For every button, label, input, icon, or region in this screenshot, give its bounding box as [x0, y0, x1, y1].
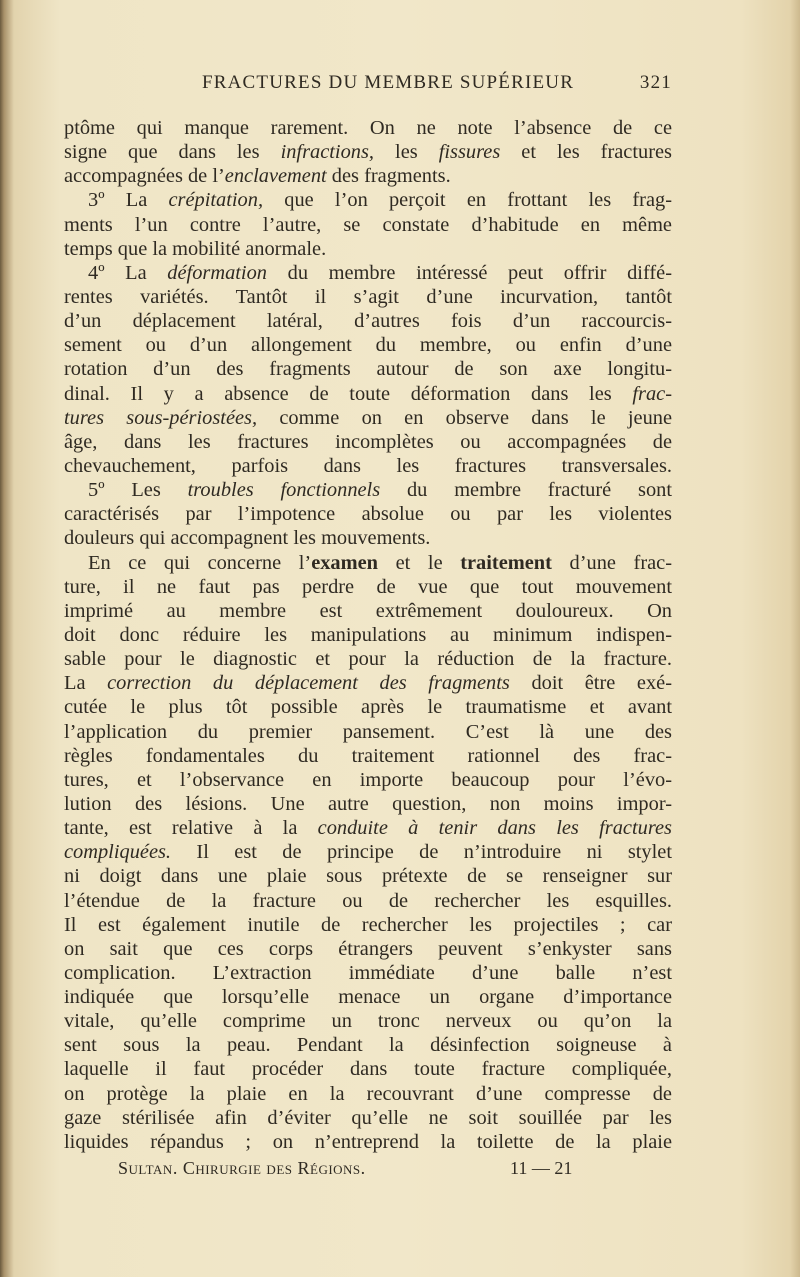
text-line: La correction du déplacement des fragments doit être exé-	[64, 672, 672, 695]
text-line: imprimé au membre est extrêmement douloureux. On	[64, 599, 672, 622]
text-line: sent sous la peau. Pendant la désinfection soigneuse à	[64, 1034, 672, 1057]
text-line: liquides répandus ; on n’entreprend la toilette de la plaie	[64, 1130, 672, 1153]
page-number: 321	[639, 72, 672, 93]
text-line: laquelle il faut procéder dans toute fracture compliquée,	[64, 1058, 672, 1081]
text-line: tante, est relative à la conduite à tenir dans les fractures	[64, 817, 672, 840]
text-line: l’étendue de la fracture ou de rechercher les esquilles.	[64, 889, 672, 912]
text-line: ments l’un contre l’autre, se constate d’habitude en même	[64, 213, 672, 236]
text-line: lution des lésions. Une autre question, non moins impor-	[64, 792, 672, 815]
text-line: Il est également inutile de rechercher les projectiles ; car	[64, 913, 672, 936]
text-line: En ce qui concerne l’examen et le traitement d’une frac-	[88, 551, 672, 574]
running-title: FRACTURES DU MEMBRE SUPÉRIEUR	[202, 72, 575, 93]
text-line: 3º La crépitation, que l’on perçoit en frottant les frag-	[88, 189, 672, 212]
text-line: ture, il ne faut pas perdre de vue que tout mouvement	[64, 575, 672, 598]
text-line: 5º Les troubles fonctionnels du membre fracturé sont	[88, 479, 672, 502]
body-text	[64, 116, 672, 1154]
text-line: complication. L’extraction immédiate d’une balle n’est	[64, 961, 672, 984]
text-line: 4º La déformation du membre intéressé peut offrir diffé-	[88, 261, 672, 284]
text-line: dinal. Il y a absence de toute déformation dans les frac-	[64, 382, 672, 405]
text-line: sable pour le diagnostic et pour la réduction de la fracture.	[64, 648, 672, 671]
text-line: d’un déplacement latéral, d’autres fois d’un raccourcis-	[64, 310, 672, 333]
text-line: rentes variétés. Tantôt il s’agit d’une incurvation, tantôt	[64, 285, 672, 308]
text-line: compliquées. Il est de principe de n’introduire ni stylet	[64, 841, 672, 864]
text-line: âge, dans les fractures incomplètes ou accompagnées de	[64, 430, 672, 453]
running-header	[64, 72, 672, 100]
signature-line: Sultan. Chirurgie des Régions.	[118, 1158, 366, 1178]
page-footer	[118, 1158, 618, 1184]
text-line: rotation d’un des fragments autour de son axe longitu-	[64, 358, 672, 381]
text-line: doit donc réduire les manipulations au minimum indispen-	[64, 623, 672, 646]
text-line: on protège la plaie en la recouvrant d’une compresse de	[64, 1082, 672, 1105]
text-line: règles fondamentales du traitement rationnel des frac-	[64, 744, 672, 767]
text-line: on sait que ces corps étrangers peuvent s’enkyster sans	[64, 937, 672, 960]
text-line: cutée le plus tôt possible après le traumatisme et avant	[64, 696, 672, 719]
text-line: caractérisés par l’impotence absolue ou par les violentes	[64, 503, 672, 526]
text-line: ni doigt dans une plaie sous prétexte de se renseigner sur	[64, 865, 672, 888]
text-line: sement ou d’un allongement du membre, ou enfin d’une	[64, 334, 672, 357]
text-line: signe que dans les infractions, les fissures et les fractures	[64, 141, 672, 164]
text-line: l’application du premier pansement. C’est là une des	[64, 720, 672, 743]
text-line: douleurs qui accompagnent les mouvements.	[64, 527, 431, 550]
text-line: tures, et l’observance en importe beaucoup pour l’évo-	[64, 768, 672, 791]
text-line: chevauchement, parfois dans les fractures transversales.	[64, 454, 672, 477]
text-line: ptôme qui manque rarement. On ne note l’absence de ce	[64, 117, 672, 139]
text-line: gaze stérilisée afin d’éviter qu’elle ne soit souillée par les	[64, 1106, 672, 1129]
text-line: vitale, qu’elle comprime un tronc nerveux ou qu’on la	[64, 1010, 672, 1033]
text-line: indiquée que lorsqu’elle menace un organe d’importance	[64, 986, 672, 1009]
text-line: accompagnées de l’enclavement des fragments.	[64, 165, 451, 188]
sheet-mark: 11 — 21	[510, 1158, 573, 1178]
text-line: tures sous-périostées, comme on en observe dans le jeune	[64, 406, 672, 429]
text-line: temps que la mobilité anormale.	[64, 237, 327, 260]
